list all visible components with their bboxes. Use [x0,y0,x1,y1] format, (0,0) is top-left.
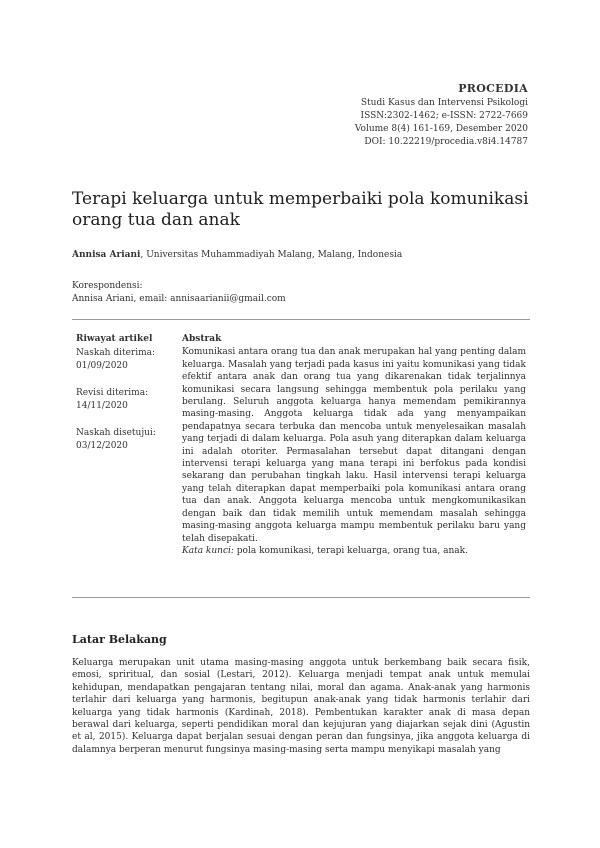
abstract-text: Komunikasi antara orang tua dan anak merupakan hal yang penting dalam keluarga. Masalah yang terjadi pada kasus ini yaitu komunikasi yang tidak efektif antara anak dan orang tua yang dikarenakan tidak terjalinnya komunikasi secara langsung sehingga membentuk pola perilaku yang berulang. Seluruh anggota keluarga hanya memendam pemikirannya masing-masing. Anggota keluarga tidak ada yang menyampaikan pendapatnya secara terbuka dan mencoba untuk menyelesaikan masalah yang terjadi di dalam keluarga. Pola asuh yang diterapkan dalam keluarga ini adalah otoriter. Permasalahan tersebut dapat ditangani dengan intervensi terapi keluarga yang mana terapi ini berfokus pada kondisi sekarang dan perubahan tingkah laku. Hasil intervensi terapi keluarga yang telah diterapkan dapat memperbaiki pola komunikasi antara orang tua dan anak. Anggota keluarga mencoba untuk mengkomunikasikan dengan baik dan tidak memilih untuk memendam masalah sehingga masing-masing anggota keluarga mampu membentuk perilaku baru yang telah disepakati. [182,347,526,544]
correspondence-label: Korespondensi: [72,281,143,291]
accepted-date: 03/12/2020 [76,441,128,451]
divider-bottom [72,597,530,598]
paper-title [72,189,542,231]
history-accepted [76,427,176,453]
abstract-heading: Abstrak [182,334,222,344]
author-affiliation: , Universitas Muhammadiyah Malang, Malang, Indonesia [140,250,403,260]
paper-title-line-1: Terapi keluarga untuk memperbaiki pola komunikasi [72,189,529,209]
history-heading: Riwayat artikel [76,334,153,344]
revised-label: Revisi diterima: [76,388,149,398]
section-body: Keluarga merupakan unit utama masing-masing anggota untuk berkembang baik secara fisik, emosi, spriritual, dan sosial (Lestari, 2012). Keluarga menjadi tempat anak untuk memulai kehidupan, mendapatkan pengajaran tentang nilai, moral dan agama. Anak-anak yang harmonis terlahir dari keluarga yang harmonis, begitupun anak-anak yang tidak harmonis terlahir dari keluarga yang tidak harmonis (Kardinah, 2018). Pembentukan karakter anak di masa depan berawal dari keluarga, seperti pendidikan moral dan kejujuran yang diajarkan sejak dini (Agustin et al, 2015). Keluarga dapat berjalan sesuai dengan peran dan fungsinya, jika anggota keluarga di dalamnya berperan menurut fungsinya masing-masing serta mampu menyikapi masalah yang [72,658,530,755]
journal-volume: Volume 8(4) 161-169, Desember 2020 [354,124,528,134]
article-history [76,333,176,467]
journal-subtitle: Studi Kasus dan Intervensi Psikologi [360,98,528,108]
history-received [76,347,176,373]
correspondence [72,280,532,306]
journal-info [208,82,528,149]
revised-date: 14/11/2020 [76,401,128,411]
history-revised [76,387,176,413]
keywords-label: Kata kunci: [182,545,234,556]
journal-name: PROCEDIA [458,82,528,95]
received-date: 01/09/2020 [76,361,128,371]
received-label: Naskah diterima: [76,348,156,358]
correspondence-text: Annisa Ariani, email: annisaarianii@gmail.com [72,294,286,304]
section-heading: Latar Belakang [72,633,167,646]
author-name: Annisa Ariani [72,250,141,260]
abstract [182,333,526,557]
author-line [72,249,532,261]
accepted-label: Naskah disetujui: [76,428,156,438]
keywords-text: pola komunikasi, terapi keluarga, orang tua, anak. [233,545,468,556]
journal-issn: ISSN:2302-1462; e-ISSN: 2722-7669 [360,111,528,121]
divider-top [72,319,530,320]
journal-doi: DOI: 10.22219/procedia.v8i4.14787 [364,137,528,147]
keywords [182,545,526,557]
paper-title-line-2: orang tua dan anak [72,210,240,230]
